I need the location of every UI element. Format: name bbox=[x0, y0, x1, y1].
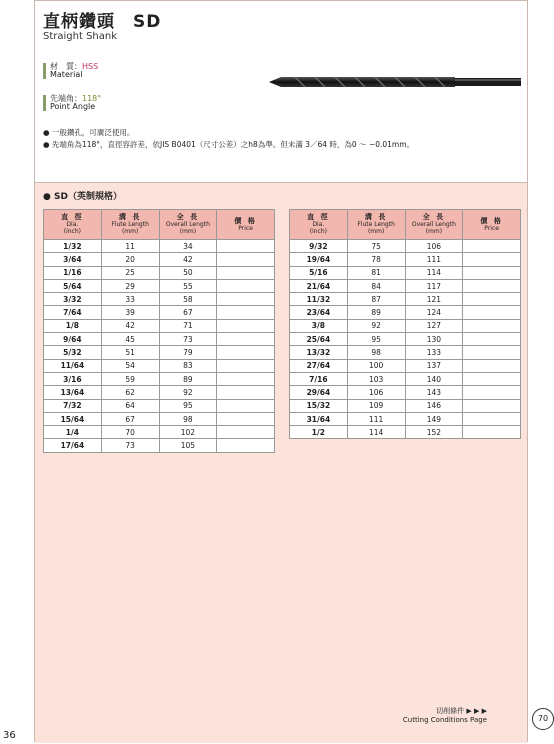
flute-length-cell: 59 bbox=[101, 372, 159, 385]
column-header-unit: (inch) bbox=[63, 228, 81, 235]
flute-length-cell: 25 bbox=[101, 266, 159, 279]
angle-label-en: Point Angle bbox=[50, 102, 96, 111]
diameter-cell: 17/64 bbox=[44, 439, 102, 452]
column-header-unit: (mm) bbox=[179, 228, 197, 235]
price-cell bbox=[217, 412, 275, 425]
overall-length-cell: 34 bbox=[159, 240, 217, 253]
price-cell bbox=[463, 386, 521, 399]
column-header bbox=[463, 210, 521, 240]
column-header-en: Overall Length bbox=[165, 221, 210, 228]
table-row bbox=[290, 412, 521, 425]
column-header-unit: (mm) bbox=[425, 228, 443, 235]
flute-length-cell: 103 bbox=[347, 372, 405, 385]
flute-length-cell: 29 bbox=[101, 279, 159, 292]
diameter-cell: 5/32 bbox=[44, 346, 102, 359]
flute-length-cell: 100 bbox=[347, 359, 405, 372]
flute-length-cell: 54 bbox=[101, 359, 159, 372]
column-header-zh: 溝 長 bbox=[118, 213, 142, 221]
material-label-en: Material bbox=[50, 70, 83, 79]
diameter-cell: 9/64 bbox=[44, 333, 102, 346]
diameter-cell: 11/64 bbox=[44, 359, 102, 372]
column-header-zh: 直 徑 bbox=[61, 213, 84, 221]
diameter-cell: 3/64 bbox=[44, 253, 102, 266]
diameter-cell: 1/2 bbox=[290, 426, 348, 439]
price-cell bbox=[463, 399, 521, 412]
column-header bbox=[101, 210, 159, 240]
table-row bbox=[44, 266, 275, 279]
diameter-cell: 3/32 bbox=[44, 293, 102, 306]
price-cell bbox=[217, 240, 275, 253]
diameter-cell: 15/32 bbox=[290, 399, 348, 412]
overall-length-cell: 130 bbox=[405, 333, 463, 346]
flute-length-cell: 89 bbox=[347, 306, 405, 319]
table-row bbox=[290, 253, 521, 266]
page-title: 直柄鑽頭 SD bbox=[43, 12, 162, 32]
price-cell bbox=[217, 279, 275, 292]
column-header-en: Flute Length bbox=[357, 221, 395, 228]
column-header-zh: 溝 長 bbox=[364, 213, 388, 221]
column-header bbox=[405, 210, 463, 240]
table-row bbox=[290, 426, 521, 439]
flute-length-cell: 73 bbox=[101, 439, 159, 452]
price-cell bbox=[463, 253, 521, 266]
table-row bbox=[290, 372, 521, 385]
price-cell bbox=[463, 266, 521, 279]
column-header-en: Flute Length bbox=[111, 221, 149, 228]
column-header-zh: 全 長 bbox=[176, 213, 200, 221]
price-cell bbox=[463, 319, 521, 332]
overall-length-cell: 105 bbox=[159, 439, 217, 452]
header-area bbox=[35, 1, 527, 182]
price-cell bbox=[463, 426, 521, 439]
price-cell bbox=[217, 306, 275, 319]
table-row bbox=[44, 279, 275, 292]
column-header-en: Dia. bbox=[312, 221, 325, 228]
overall-length-cell: 106 bbox=[405, 240, 463, 253]
table-row bbox=[290, 266, 521, 279]
diameter-cell: 9/32 bbox=[290, 240, 348, 253]
diameter-cell: 3/16 bbox=[44, 372, 102, 385]
table-row bbox=[290, 386, 521, 399]
column-header bbox=[44, 210, 102, 240]
price-cell bbox=[463, 293, 521, 306]
diameter-cell: 15/64 bbox=[44, 412, 102, 425]
price-cell bbox=[217, 293, 275, 306]
table-row bbox=[44, 412, 275, 425]
price-cell bbox=[217, 333, 275, 346]
cutting-conditions-label-en: Cutting Conditions Page bbox=[402, 716, 487, 724]
diameter-cell: 1/4 bbox=[44, 426, 102, 439]
section-title: ● SD（英制規格） bbox=[43, 192, 122, 202]
table-row bbox=[44, 253, 275, 266]
material-value: HSS bbox=[82, 62, 99, 71]
overall-length-cell: 73 bbox=[159, 333, 217, 346]
price-cell bbox=[217, 426, 275, 439]
overall-length-cell: 89 bbox=[159, 372, 217, 385]
overall-length-cell: 137 bbox=[405, 359, 463, 372]
column-header-en: Dia. bbox=[66, 221, 79, 228]
overall-length-cell: 111 bbox=[405, 253, 463, 266]
column-header bbox=[217, 210, 275, 240]
overall-length-cell: 71 bbox=[159, 319, 217, 332]
overall-length-cell: 79 bbox=[159, 346, 217, 359]
overall-length-cell: 92 bbox=[159, 386, 217, 399]
size-table-left bbox=[43, 209, 275, 453]
overall-length-cell: 83 bbox=[159, 359, 217, 372]
table-row bbox=[44, 359, 275, 372]
page-frame bbox=[34, 0, 549, 742]
diameter-cell: 11/32 bbox=[290, 293, 348, 306]
column-header-en: Price bbox=[484, 224, 499, 232]
price-cell bbox=[463, 372, 521, 385]
table-row bbox=[44, 346, 275, 359]
overall-length-cell: 140 bbox=[405, 372, 463, 385]
overall-length-cell: 50 bbox=[159, 266, 217, 279]
flute-length-cell: 98 bbox=[347, 346, 405, 359]
size-table-right bbox=[289, 209, 521, 439]
flute-length-cell: 111 bbox=[347, 412, 405, 425]
price-cell bbox=[217, 266, 275, 279]
flute-length-cell: 20 bbox=[101, 253, 159, 266]
table-row bbox=[44, 306, 275, 319]
overall-length-cell: 146 bbox=[405, 399, 463, 412]
diameter-cell: 25/64 bbox=[290, 333, 348, 346]
note-item: ● 一般鑽孔，可廣泛使用。 bbox=[43, 128, 135, 137]
flute-length-cell: 95 bbox=[347, 333, 405, 346]
column-header-zh: 價 格 bbox=[480, 216, 503, 225]
page-subtitle: Straight Shank bbox=[43, 31, 118, 42]
table-row bbox=[44, 439, 275, 452]
flute-length-cell: 114 bbox=[347, 426, 405, 439]
table-row bbox=[44, 372, 275, 385]
flute-length-cell: 62 bbox=[101, 386, 159, 399]
table-row bbox=[44, 333, 275, 346]
table-row bbox=[44, 293, 275, 306]
overall-length-cell: 98 bbox=[159, 412, 217, 425]
overall-length-cell: 102 bbox=[159, 426, 217, 439]
table-row bbox=[44, 426, 275, 439]
table-row bbox=[290, 333, 521, 346]
flute-length-cell: 51 bbox=[101, 346, 159, 359]
table-row bbox=[290, 346, 521, 359]
page-number: 36 bbox=[3, 730, 16, 741]
price-cell bbox=[217, 319, 275, 332]
table-row bbox=[44, 319, 275, 332]
diameter-cell: 29/64 bbox=[290, 386, 348, 399]
flute-length-cell: 81 bbox=[347, 266, 405, 279]
flute-length-cell: 106 bbox=[347, 386, 405, 399]
cutting-conditions-label: 切削條件 ▶ ▶ ▶ bbox=[436, 707, 487, 715]
overall-length-cell: 58 bbox=[159, 293, 217, 306]
overall-length-cell: 95 bbox=[159, 399, 217, 412]
flute-length-cell: 78 bbox=[347, 253, 405, 266]
price-cell bbox=[217, 439, 275, 452]
diameter-cell: 13/32 bbox=[290, 346, 348, 359]
overall-length-cell: 124 bbox=[405, 306, 463, 319]
angle-label: 先端角： bbox=[50, 94, 82, 103]
notes-block bbox=[43, 127, 414, 151]
column-header-unit: (mm) bbox=[367, 228, 385, 235]
table-row bbox=[44, 399, 275, 412]
diameter-cell: 19/64 bbox=[290, 253, 348, 266]
diameter-cell: 5/64 bbox=[44, 279, 102, 292]
cutting-conditions-link[interactable] bbox=[403, 707, 487, 725]
overall-length-cell: 117 bbox=[405, 279, 463, 292]
table-row bbox=[44, 240, 275, 253]
table-row bbox=[290, 306, 521, 319]
flute-length-cell: 64 bbox=[101, 399, 159, 412]
price-cell bbox=[463, 346, 521, 359]
price-cell bbox=[463, 240, 521, 253]
price-cell bbox=[463, 333, 521, 346]
overall-length-cell: 143 bbox=[405, 386, 463, 399]
flute-length-cell: 45 bbox=[101, 333, 159, 346]
column-header-unit: (inch) bbox=[309, 228, 327, 235]
table-row bbox=[44, 386, 275, 399]
price-cell bbox=[463, 279, 521, 292]
table-row bbox=[290, 319, 521, 332]
flute-length-cell: 75 bbox=[347, 240, 405, 253]
point-angle-spec bbox=[43, 95, 101, 111]
overall-length-cell: 133 bbox=[405, 346, 463, 359]
diameter-cell: 1/16 bbox=[44, 266, 102, 279]
diameter-cell: 21/64 bbox=[290, 279, 348, 292]
price-cell bbox=[463, 306, 521, 319]
price-cell bbox=[463, 412, 521, 425]
overall-length-cell: 127 bbox=[405, 319, 463, 332]
column-header-zh: 價 格 bbox=[234, 216, 257, 225]
price-cell bbox=[217, 399, 275, 412]
page-ref-badge[interactable]: 70 bbox=[532, 708, 554, 730]
diameter-cell: 27/64 bbox=[290, 359, 348, 372]
flute-length-cell: 42 bbox=[101, 319, 159, 332]
price-cell bbox=[217, 359, 275, 372]
table-row bbox=[290, 293, 521, 306]
table-row bbox=[290, 279, 521, 292]
drill-bit-image bbox=[265, 71, 525, 95]
diameter-cell: 3/8 bbox=[290, 319, 348, 332]
column-header-zh: 直 徑 bbox=[307, 213, 330, 221]
diameter-cell: 5/16 bbox=[290, 266, 348, 279]
overall-length-cell: 152 bbox=[405, 426, 463, 439]
column-header bbox=[347, 210, 405, 240]
flute-length-cell: 70 bbox=[101, 426, 159, 439]
flute-length-cell: 92 bbox=[347, 319, 405, 332]
column-header bbox=[290, 210, 348, 240]
flute-length-cell: 87 bbox=[347, 293, 405, 306]
diameter-cell: 31/64 bbox=[290, 412, 348, 425]
flute-length-cell: 11 bbox=[101, 240, 159, 253]
diameter-cell: 13/64 bbox=[44, 386, 102, 399]
material-spec bbox=[43, 63, 98, 79]
material-label: 材 質： bbox=[50, 62, 82, 71]
table-row bbox=[290, 240, 521, 253]
price-cell bbox=[217, 346, 275, 359]
diameter-cell: 1/8 bbox=[44, 319, 102, 332]
overall-length-cell: 149 bbox=[405, 412, 463, 425]
price-cell bbox=[217, 386, 275, 399]
column-header-en: Price bbox=[238, 224, 253, 232]
overall-length-cell: 67 bbox=[159, 306, 217, 319]
angle-value: 118° bbox=[82, 94, 102, 103]
flute-length-cell: 109 bbox=[347, 399, 405, 412]
price-cell bbox=[217, 372, 275, 385]
table-row bbox=[290, 399, 521, 412]
price-cell bbox=[217, 253, 275, 266]
diameter-cell: 23/64 bbox=[290, 306, 348, 319]
flute-length-cell: 39 bbox=[101, 306, 159, 319]
diameter-cell: 7/64 bbox=[44, 306, 102, 319]
price-cell bbox=[463, 359, 521, 372]
flute-length-cell: 67 bbox=[101, 412, 159, 425]
spec-section bbox=[35, 182, 527, 743]
diameter-cell: 7/16 bbox=[290, 372, 348, 385]
table-row bbox=[290, 359, 521, 372]
column-header-zh: 全 長 bbox=[422, 213, 446, 221]
flute-length-cell: 84 bbox=[347, 279, 405, 292]
diameter-cell: 1/32 bbox=[44, 240, 102, 253]
column-header-en: Overall Length bbox=[411, 221, 456, 228]
overall-length-cell: 42 bbox=[159, 253, 217, 266]
overall-length-cell: 114 bbox=[405, 266, 463, 279]
column-header-unit: (mm) bbox=[121, 228, 139, 235]
column-header bbox=[159, 210, 217, 240]
overall-length-cell: 55 bbox=[159, 279, 217, 292]
note-item: ● 先端角為118°，直徑容許差，依JIS B0401（尺寸公差）之h8為準。但未滿 3／64 時，為0 ～ −0.01mm。 bbox=[43, 140, 415, 149]
diameter-cell: 7/32 bbox=[44, 399, 102, 412]
flute-length-cell: 33 bbox=[101, 293, 159, 306]
overall-length-cell: 121 bbox=[405, 293, 463, 306]
